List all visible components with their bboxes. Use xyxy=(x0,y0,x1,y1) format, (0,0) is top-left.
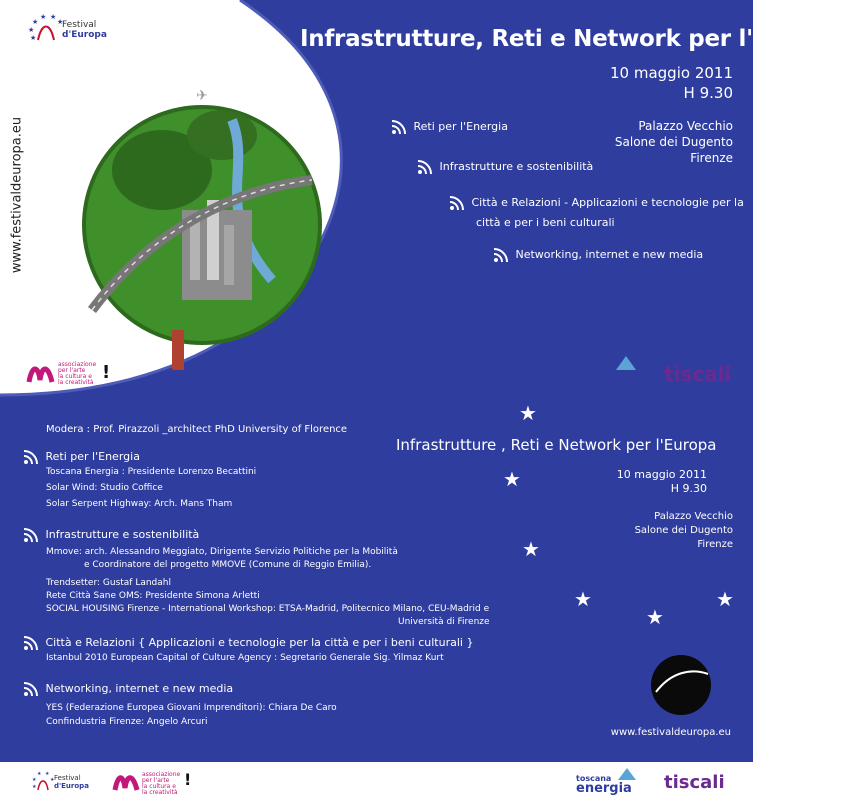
vertical-url xyxy=(3,100,31,290)
flame-icon xyxy=(616,356,636,370)
section-title xyxy=(22,448,140,466)
wifi-icon xyxy=(448,194,468,212)
speaker-item: e Coordinatore del progetto MMOVE (Comune di Reggio Emilia). xyxy=(84,560,372,570)
association-line: la cultura e xyxy=(58,373,92,380)
association-line: per l'arte xyxy=(142,777,170,784)
association-line: associazione xyxy=(58,361,97,368)
association-line: associazione xyxy=(142,771,181,778)
star-icon: ★ xyxy=(574,587,592,611)
topic-label: Networking, internet e new media xyxy=(515,248,704,261)
wifi-icon xyxy=(390,118,410,136)
event-location xyxy=(615,118,733,166)
association-logo xyxy=(26,360,116,390)
svg-text:★: ★ xyxy=(28,26,35,34)
star-icon: ★ xyxy=(503,467,521,491)
association-line: per l'arte xyxy=(58,367,86,374)
section-title-label: Infrastrutture e sostenibilità xyxy=(45,528,200,541)
toscana-line2: energia xyxy=(576,781,632,796)
toscana-energia-logo xyxy=(568,360,638,390)
tiscali-logo: tiscali xyxy=(664,362,732,386)
location-line: Salone dei Dugento xyxy=(634,525,733,536)
star-icon: ★ xyxy=(646,605,664,629)
association-text xyxy=(142,772,180,796)
exclamation-mark: ! xyxy=(184,770,192,789)
program-location xyxy=(635,510,733,552)
globe-illustration xyxy=(72,80,342,370)
page-title: Infrastrutture, Reti e Network per l'Europa xyxy=(300,26,842,52)
footer-tiscali-logo: tiscali xyxy=(664,772,725,793)
svg-text:★: ★ xyxy=(32,784,37,790)
topic-item xyxy=(492,246,703,264)
speaker-item: YES (Federazione Europea Giovani Imprenditori): Chiara De Caro xyxy=(46,703,337,713)
svg-text:★: ★ xyxy=(40,13,47,21)
topic-label: Città e Relazioni - Applicazioni e tecnologie per la xyxy=(471,196,744,209)
logo-line2: d'Europa xyxy=(54,782,89,790)
website-url: www.festivaldeuropa.eu xyxy=(610,727,731,738)
svg-text:★: ★ xyxy=(45,771,50,777)
event-date: 10 maggio 2011 xyxy=(610,64,733,82)
star-ring-icon xyxy=(26,10,66,50)
event-time: H 9.30 xyxy=(683,84,733,102)
speaker-item: SOCIAL HOUSING Firenze - International Workshop: ETSA-Madrid, Politecnico Milano, CEU-Madrid e xyxy=(46,604,490,614)
location-line: Palazzo Vecchio xyxy=(654,511,733,522)
wifi-icon xyxy=(22,634,42,652)
wifi-icon xyxy=(22,680,42,698)
location-line: Firenze xyxy=(690,151,733,165)
wifi-icon xyxy=(416,158,436,176)
flame-icon xyxy=(618,768,636,780)
topic-item xyxy=(448,194,744,212)
location-line: Palazzo Vecchio xyxy=(638,119,733,133)
association-line: la creatività xyxy=(58,379,94,386)
section-title-label: Networking, internet e new media xyxy=(45,682,234,695)
location-line: Salone dei Dugento xyxy=(614,135,733,149)
location-line: Firenze xyxy=(697,539,733,550)
wifi-icon xyxy=(492,246,512,264)
speaker-item: Solar Wind: Studio Coffice xyxy=(46,483,163,493)
wifi-icon xyxy=(22,448,42,466)
speaker-item: Istanbul 2010 European Capital of Culture Agency : Segretario Generale Sig. Yilmaz Kurt xyxy=(46,653,444,663)
topic-label: Reti per l'Energia xyxy=(413,120,508,133)
program-title: Infrastrutture , Reti e Network per l'Europa xyxy=(396,436,717,454)
association-mark-icon xyxy=(26,360,56,388)
wifi-icon xyxy=(22,526,42,544)
section-title xyxy=(22,680,233,698)
association-line: la cultura e xyxy=(142,783,176,790)
topic-label: Infrastrutture e sostenibilità xyxy=(439,160,594,173)
section-title-label: Città e Relazioni { Applicazioni e tecnologie per la città e per i beni culturali } xyxy=(45,636,474,649)
speaker-item: Confindustria Firenze: Angelo Arcuri xyxy=(46,717,208,727)
speaker-item: Trendsetter: Gustaf Landahl xyxy=(46,578,171,588)
svg-text:★: ★ xyxy=(37,771,42,777)
svg-text:★: ★ xyxy=(32,18,39,26)
footer-logo-text xyxy=(54,774,89,790)
logo-line1: Festival xyxy=(54,774,81,782)
star-ring-icon xyxy=(30,768,56,794)
svg-text:★: ★ xyxy=(57,18,64,26)
speaker-item: Solar Serpent Highway: Arch. Mans Tham xyxy=(46,499,233,509)
section-title xyxy=(22,634,473,652)
speaker-item: Mmove: arch. Alessandro Meggiato, Dirigente Servizio Politiche per la Mobilità xyxy=(46,547,398,557)
footer-festival-logo xyxy=(30,768,100,794)
speaker-item: Toscana Energia : Presidente Lorenzo Becattini xyxy=(46,467,257,477)
toscana-line1: toscana xyxy=(568,364,608,374)
footer-toscana-energia-logo xyxy=(576,770,638,796)
association-mark-icon xyxy=(112,770,140,794)
star-icon: ★ xyxy=(519,401,537,425)
svg-text:✈: ✈ xyxy=(196,88,208,104)
moderator-text: Modera : Prof. Pirazzoli _architect PhD University of Florence xyxy=(46,424,348,435)
svg-text:★: ★ xyxy=(50,13,57,21)
vertical-url-text: www.festivaldeuropa.eu xyxy=(9,116,25,274)
globe-emblem-icon xyxy=(646,650,716,720)
program-time: H 9.30 xyxy=(670,482,707,495)
association-text xyxy=(58,362,96,386)
speaker-item: Rete Città Sane OMS: Presidente Simona Arletti xyxy=(46,591,260,601)
topic-item-continued: città e per i beni culturali xyxy=(476,216,615,229)
logo-text xyxy=(62,20,107,40)
svg-text:★: ★ xyxy=(50,777,55,783)
star-icon: ★ xyxy=(522,537,540,561)
toscana-line1: toscana xyxy=(576,774,612,783)
star-icon: ★ xyxy=(716,587,734,611)
topic-item xyxy=(390,118,508,136)
association-line: la creatività xyxy=(142,789,178,796)
program-date: 10 maggio 2011 xyxy=(616,468,707,481)
logo-line2: d'Europa xyxy=(62,30,107,40)
section-title xyxy=(22,526,199,544)
toscana-line2: energia xyxy=(568,372,629,388)
exclamation-mark: ! xyxy=(102,362,111,383)
festival-logo xyxy=(26,10,116,50)
event-date-time xyxy=(610,63,733,103)
speaker-item: Università di Firenze xyxy=(398,617,490,627)
svg-text:★: ★ xyxy=(30,34,37,42)
section-title-label: Reti per l'Energia xyxy=(45,450,140,463)
program-date-time xyxy=(617,468,707,496)
logo-line1: Festival xyxy=(62,20,97,30)
topic-item xyxy=(416,158,593,176)
svg-text:★: ★ xyxy=(32,777,37,783)
footer-association-logo xyxy=(112,770,202,796)
